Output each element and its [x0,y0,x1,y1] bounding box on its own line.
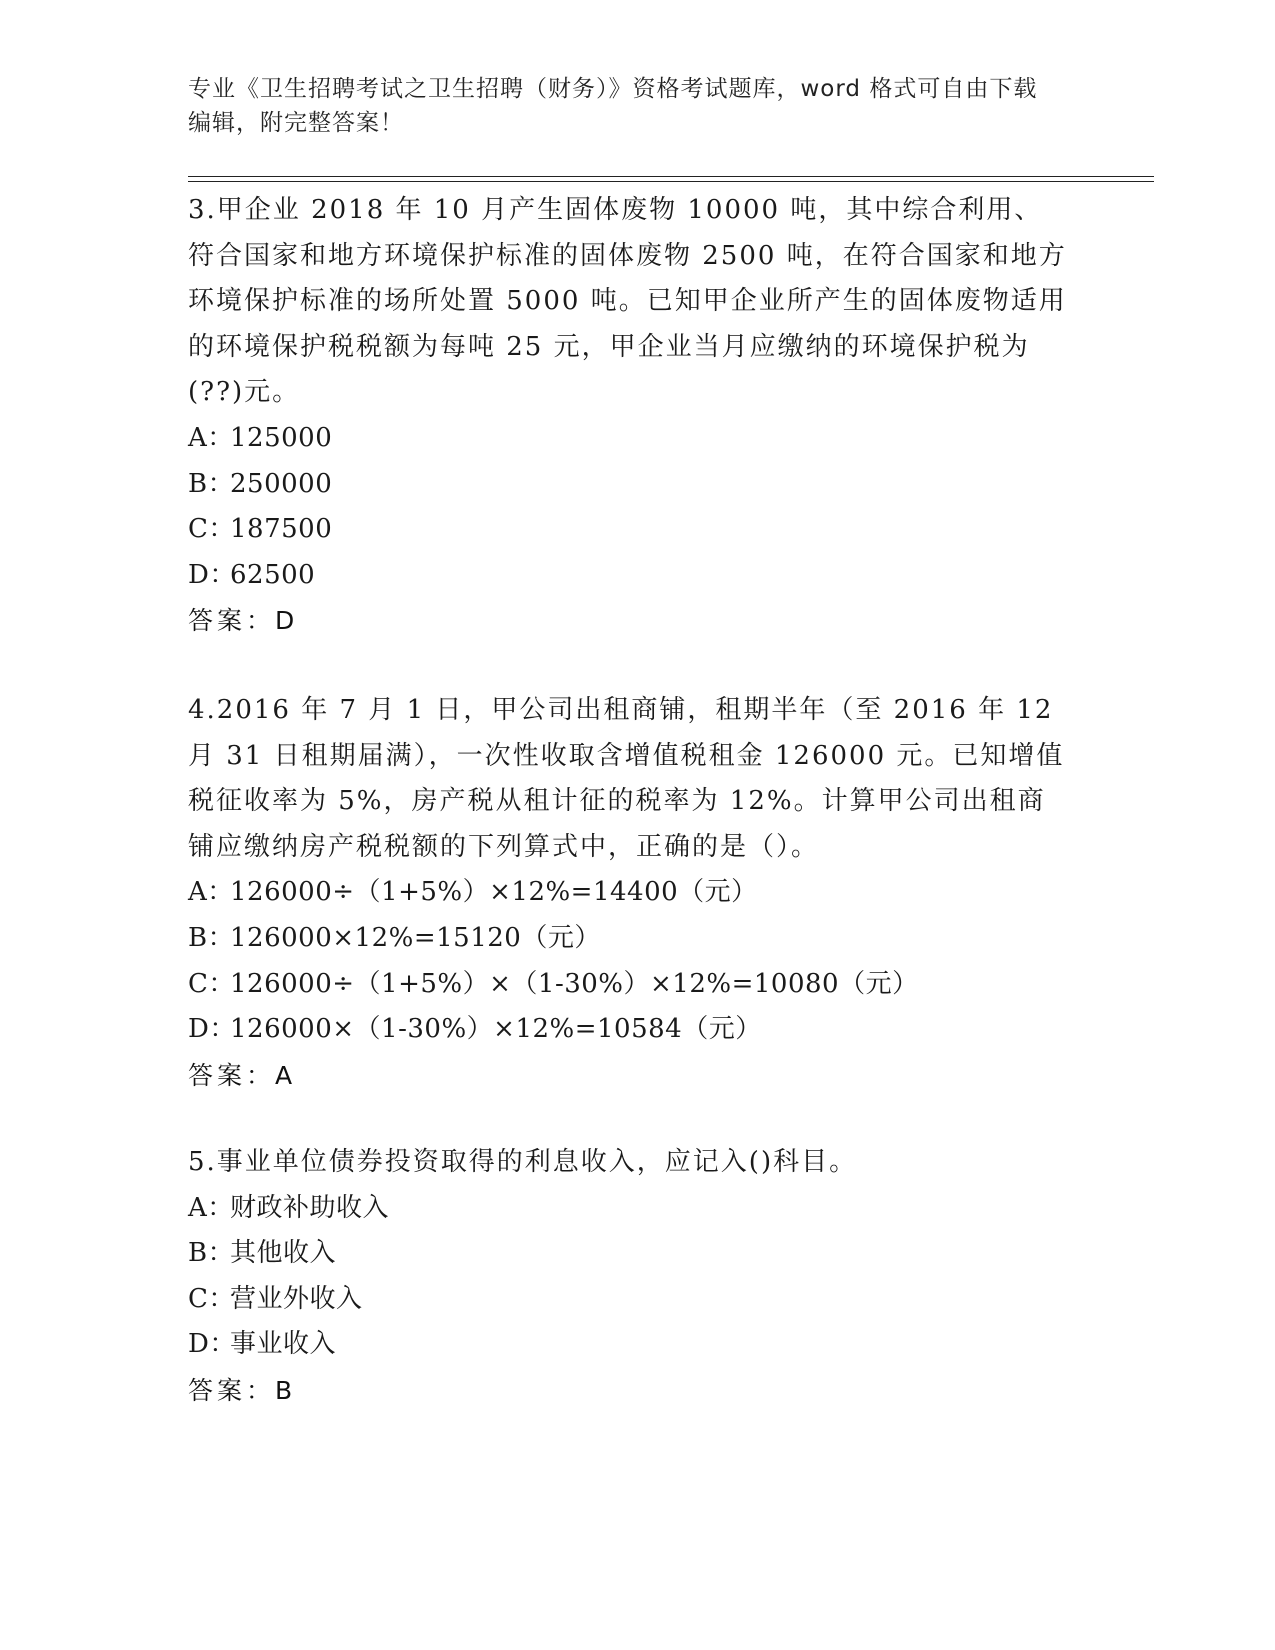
header-line-2: 编辑，附完整答案！ [188,110,404,136]
option-d [188,553,1068,599]
option-c [188,1277,1068,1323]
option-key: C： [188,1283,235,1314]
header-divider-top [188,176,1154,177]
option-key: B： [188,1238,235,1269]
question-stem: 3.甲企业 2018 年 10 月产生固体废物 10000 吨，其中综合利用、符合国家和地方环境保护标准的固体废物 2500 吨，在符合国家和地方环境保护标准的场所处置 5000 吨。已知甲企业所产生的固体废物适用的环境保护税税额为每吨 25 元，甲企业当月应缴纳的环境保护税为(??)元。 [188,195,1067,408]
option-key: A： [188,1192,234,1223]
option-list [188,416,1068,598]
option-list [188,1186,1068,1368]
question-4 [188,688,1068,1098]
option-key: B： [188,468,235,499]
option-text: 126000×（1-30%）×12%=10584（元） [230,1014,762,1045]
document-header [188,72,1068,140]
option-key: C： [188,514,235,545]
option-key: D： [188,559,236,590]
answer-line [188,1053,1068,1099]
answer-line [188,598,1068,644]
option-text: 营业外收入 [230,1283,363,1314]
option-key: B： [188,922,235,953]
option-d [188,1322,1068,1368]
option-key: D： [188,1329,236,1360]
option-a [188,416,1068,462]
answer-line [188,1368,1068,1414]
option-text: 财政补助收入 [230,1192,390,1223]
answer-value: D [275,606,296,636]
option-c [188,507,1068,553]
option-text: 250000 [230,468,333,499]
option-text: 其他收入 [230,1238,337,1269]
option-key: A： [188,877,234,908]
option-b [188,916,1068,962]
question-3 [188,188,1068,644]
option-b [188,1231,1068,1277]
option-text: 事业收入 [230,1329,337,1360]
option-a [188,870,1068,916]
option-list [188,870,1068,1052]
option-d [188,1007,1068,1053]
question-5 [188,1140,1068,1414]
question-stem: 4.2016 年 7 月 1 日，甲公司出租商铺，租期半年（至 2016 年 12 月 31 日租期届满），一次性收取含增值税租金 126000 元。已知增值税征收率为 5%，房产税从租计征的税率为 12%。计算甲公司出租商铺应缴纳房产税税额的下列算式中，正确的是（）。 [188,695,1065,862]
option-a [188,1186,1068,1232]
question-stem: 5.事业单位债券投资取得的利息收入，应记入()科目。 [188,1147,858,1177]
option-text: 126000÷（1+5%）×12%=14400（元） [230,877,758,908]
header-divider-bottom [188,181,1154,182]
answer-value: A [275,1060,294,1090]
option-key: C： [188,968,235,999]
answer-value: B [275,1375,294,1405]
option-b [188,462,1068,508]
option-text: 62500 [230,559,316,590]
option-text: 125000 [230,422,333,453]
answer-label: 答案： [188,1375,276,1405]
option-c [188,962,1068,1008]
option-text: 187500 [230,514,333,545]
option-text: 126000×12%=15120（元） [230,922,601,953]
option-text: 126000÷（1+5%）×（1-30%）×12%=10080（元） [230,968,919,999]
answer-label: 答案： [188,1060,276,1090]
option-key: A： [188,422,234,453]
header-line-1: 专业《卫生招聘考试之卫生招聘（财务）》资格考试题库，word 格式可自由下载 [188,76,1038,102]
answer-label: 答案： [188,606,276,636]
option-key: D： [188,1014,236,1045]
